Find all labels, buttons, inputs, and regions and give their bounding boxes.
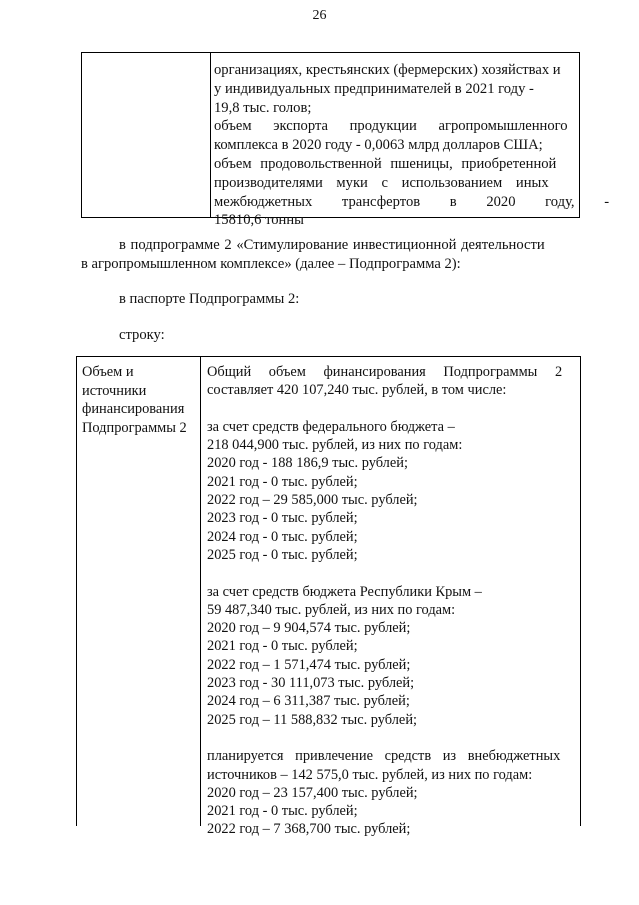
text-line: 2021 год - 0 тыс. рублей; [207, 803, 358, 820]
text-line: 2021 год - 0 тыс. рублей; [207, 473, 358, 490]
text-line: за счет средств бюджета Республики Крым – [207, 583, 482, 600]
text-line: 2025 год – 11 588,832 тыс. рублей; [207, 711, 418, 728]
text-line: объем экспорта продукции агропромышленного [214, 118, 568, 135]
text-line: 2023 год - 30 111,073 тыс. рублей; [207, 675, 415, 692]
continuation-table-empty-cell [82, 53, 211, 217]
text-line: у индивидуальных предпринимателей в 2021 году - [214, 80, 534, 97]
text-line: 2023 год - 0 тыс. рублей; [207, 510, 358, 527]
text-line: 2022 год – 29 585,000 тыс. рублей; [207, 492, 418, 509]
label-line: Объем и [82, 364, 134, 380]
page-number: 26 [312, 8, 327, 23]
continuation-table-text-cell [214, 61, 610, 230]
text-line: источников – 142 575,0 тыс. рублей, из них по годам: [207, 766, 533, 783]
text-line: 2025 год - 0 тыс. рублей; [207, 546, 358, 563]
text-line: 2022 год – 7 368,700 тыс. рублей; [207, 821, 411, 838]
label-line: источники [82, 382, 147, 399]
text-line: 19,8 тыс. голов; [214, 99, 312, 116]
text-line: 2024 год – 6 311,387 тыс. рублей; [207, 693, 410, 710]
subprogram-paragraph-line2: в агропромышленном комплексе» (далее – Подпрограмма 2): [81, 256, 461, 272]
label-line: финансирования [82, 401, 185, 418]
text-line: 59 487,340 тыс. рублей, из них по годам: [207, 601, 456, 618]
text-line: 15810,6 тонны [214, 212, 304, 229]
text-line: производителями муки с использованием иных [214, 174, 549, 191]
row-paragraph: строку: [119, 327, 165, 343]
text-line: 2020 год – 23 157,400 тыс. рублей; [207, 784, 418, 801]
text-line: планируется привлечение средств из внебюджетных [207, 748, 561, 765]
financing-value-cell [207, 363, 576, 839]
text-line: 2020 год - 188 186,9 тыс. рублей; [207, 455, 408, 472]
text-line: 2020 год – 9 904,574 тыс. рублей; [207, 620, 411, 637]
financing-label-cell [77, 357, 201, 826]
text-line: Общий объем финансирования Подпрограммы 2 [207, 364, 563, 380]
text-line: комплекса в 2020 году - 0,0063 млрд долларов США; [214, 137, 543, 154]
passport-paragraph: в паспорте Подпрограммы 2: [119, 291, 300, 307]
text-line: 218 044,900 тыс. рублей, из них по годам: [207, 437, 463, 454]
continuation-table [81, 52, 610, 229]
text-line: межбюджетных трансфертов в 2020 году, - [214, 193, 610, 210]
financing-table [76, 356, 581, 838]
text-line: 2024 год - 0 тыс. рублей; [207, 528, 358, 545]
text-line: составляет 420 107,240 тыс. рублей, в том числе: [207, 382, 507, 399]
text-line: 2021 год - 0 тыс. рублей; [207, 638, 358, 655]
text-line: организациях, крестьянских (фермерских) хозяйствах и [214, 62, 561, 78]
text-line: 2022 год – 1 571,474 тыс. рублей; [207, 656, 411, 673]
text-line: за счет средств федерального бюджета – [207, 418, 455, 435]
text-line: объем продовольственной пшеницы, приобретенной [214, 155, 557, 172]
label-line: Подпрограммы 2 [82, 419, 187, 436]
subprogram-paragraph-line1: в подпрограмме 2 «Стимулирование инвестиционной деятельности [119, 237, 545, 253]
